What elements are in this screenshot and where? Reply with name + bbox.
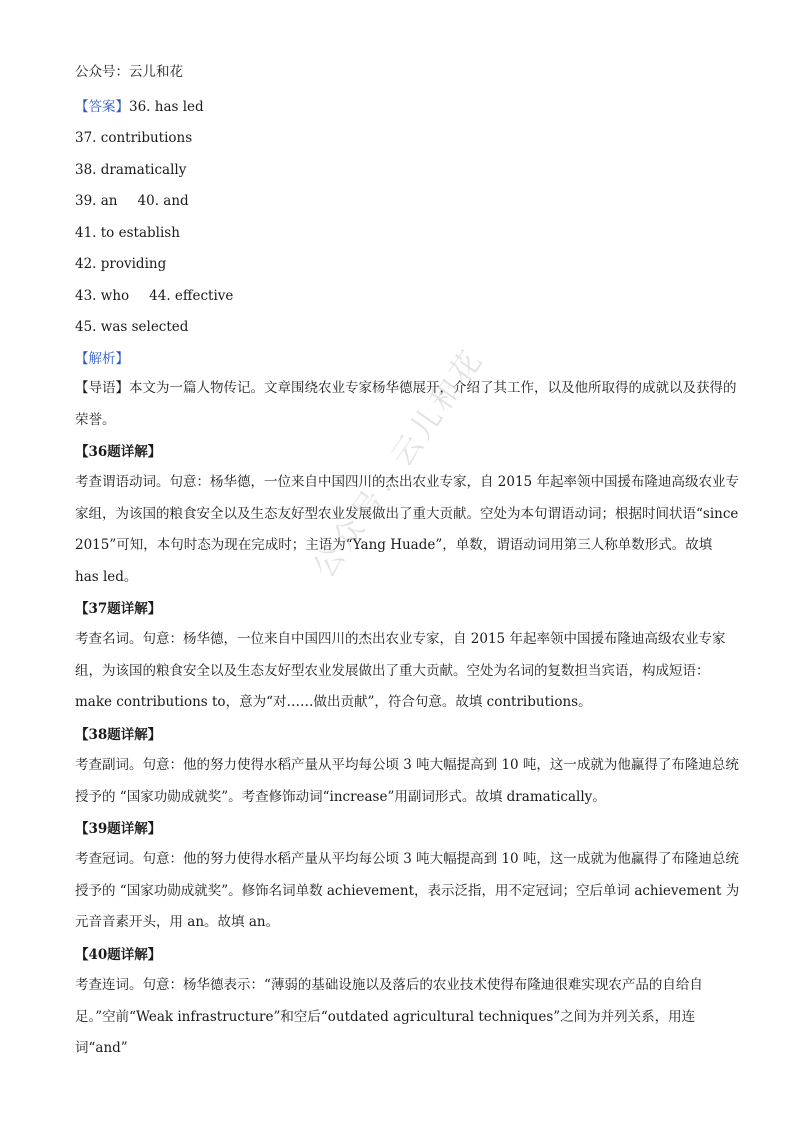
analysis-label: 【解析】: [75, 351, 129, 367]
heading-38: 【38题详解】: [75, 727, 162, 743]
heading-40: 【40题详解】: [75, 947, 162, 963]
answer-45: 45. was selected: [75, 319, 189, 335]
watermark: 公众号：云儿和花: [306, 341, 492, 585]
intro-paragraph: 【导语】本文为一篇人物传记。文章围绕农业专家杨华德展开，介绍了其工作，以及他所取得的成就以及获得的荣誉。: [75, 380, 737, 428]
answer-39: 39. an: [75, 193, 118, 209]
body-39: 考查冠词。句意：他的努力使得水稻产量从平均每公顷 3 吨大幅提高到 10 吨，这一成就为他赢得了布隆迪总统授予的 “国家功勋成就奖”。修饰名词单数 achievement，表示泛指，用不定冠词；空后单词 achievement 为元音音素开头，用 an。故填 an。: [75, 851, 740, 930]
body-36: 考查谓语动词。句意：杨华德，一位来自中国四川的杰出农业专家，自 2015 年起率领中国援布隆迪高级农业专家组，为该国的粮食安全以及生态友好型农业发展做出了重大贡献。空处为本句谓语动词；根据时间状语“since 2015”可知，本句时态为现在完成时；主语为“Yang Huade”，单数，谓语动词用第三人称单数形式。故填 has led。: [75, 474, 739, 585]
heading-39: 【39题详解】: [75, 821, 162, 837]
answer-38: 38. dramatically: [75, 162, 187, 178]
answer-line-39-40: [75, 192, 189, 210]
heading-37: 【37题详解】: [75, 601, 162, 617]
answer-41: 41. to establish: [75, 225, 180, 241]
answer-37: 37. contributions: [75, 130, 193, 146]
answer-label: 【答案】: [75, 99, 129, 115]
heading-36: 【36题详解】: [75, 444, 162, 460]
body-38: 考查副词。句意：他的努力使得水稻产量从平均每公顷 3 吨大幅提高到 10 吨，这一成就为他赢得了布隆迪总统授予的 “国家功勋成就奖”。考查修饰动词“increase”用副词形式。故填 dramatically。: [75, 757, 739, 805]
body-40: 考查连词。句意：杨华德表示：“薄弱的基础设施以及落后的农业技术使得布隆迪很难实现农产品的自给自足。”空前“Weak infrastructure”和空后“outdated agricultural techniques”之间为并列关系，用连词“and”: [75, 977, 703, 1056]
answer-40: 40. and: [137, 193, 189, 209]
page-header: 公众号：云儿和花: [75, 64, 183, 80]
answer-43: 43. who: [75, 288, 130, 304]
answer-36: 36. has led: [129, 99, 204, 115]
body-37: 考查名词。句意：杨华德，一位来自中国四川的杰出农业专家，自 2015 年起率领中国援布隆迪高级农业专家组，为该国的粮食安全以及生态友好型农业发展做出了重大贡献。空处为名词的复数担当宾语，构成短语：make contributions to，意为“对……做出贡献”，符合句意。故填 contributions。: [75, 631, 726, 710]
answer-44: 44. effective: [149, 288, 234, 304]
answer-42: 42. providing: [75, 256, 167, 272]
answer-line-36: [75, 98, 204, 116]
answer-line-43-44: [75, 287, 233, 305]
